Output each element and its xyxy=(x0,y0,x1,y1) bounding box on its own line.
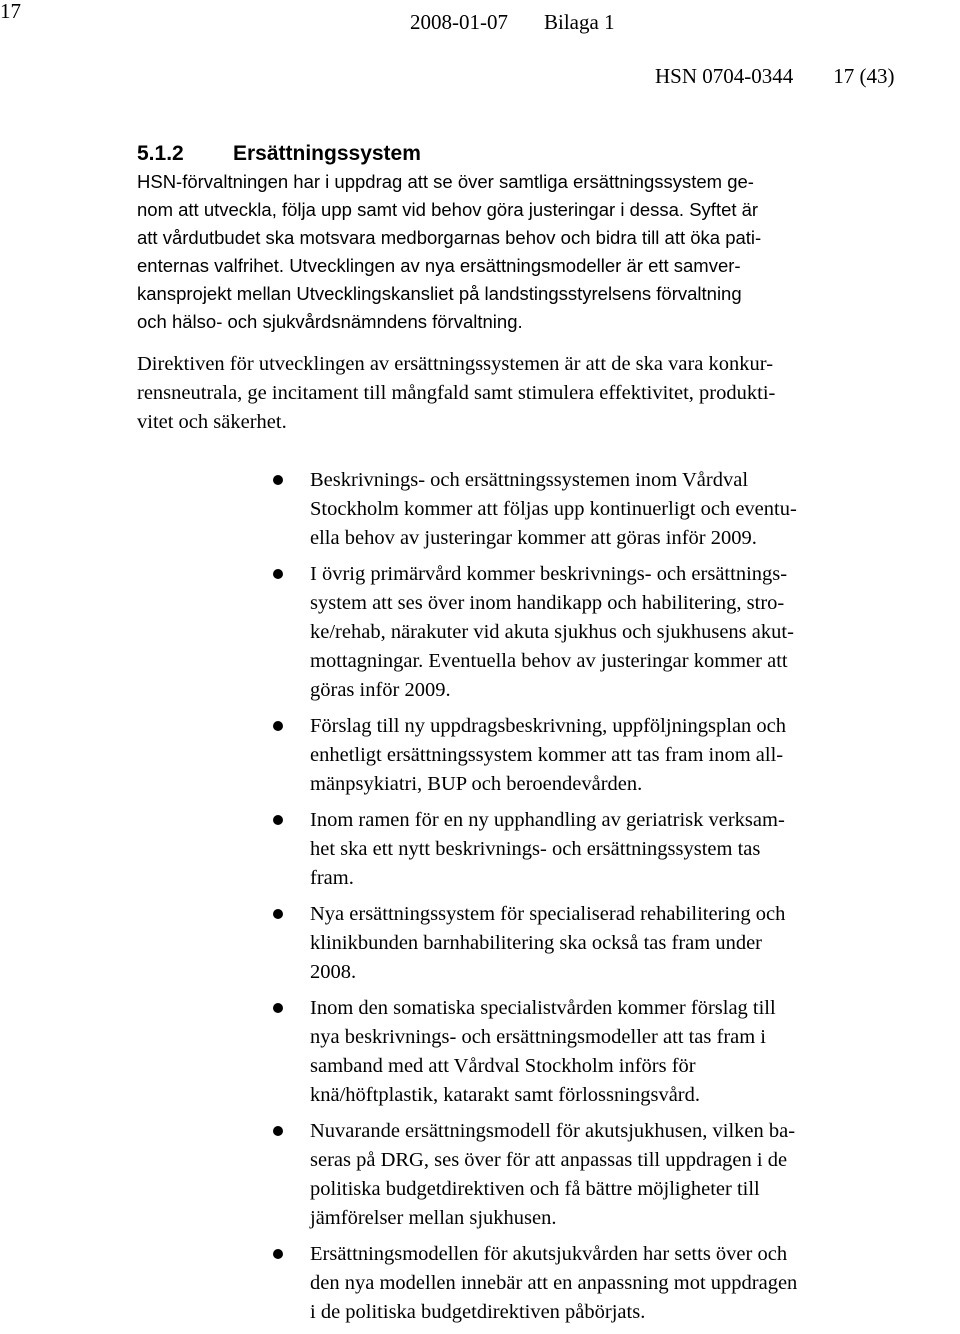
bullet-line: system att ses över inom handikapp och habilitering, stro- xyxy=(310,592,785,614)
page-count: 17 (43) xyxy=(833,64,895,88)
paragraph-line: att vårdutbudet ska motsvara medborgarnas behov och bidra till att öka pati- xyxy=(137,227,762,248)
bullet-line: nya beskrivnings- och ersättningsmodeller att tas fram i xyxy=(310,1026,767,1048)
bullet-line: Inom ramen för en ny upphandling av geriatrisk verksam- xyxy=(310,809,785,831)
paragraph-line: enternas valfrihet. Utvecklingen av nya ersättningsmodeller är ett samver- xyxy=(137,255,741,276)
bullet-icon xyxy=(273,815,283,825)
list-item xyxy=(0,712,857,799)
bullet-line: mottagningar. Eventuella behov av justeringar kommer att xyxy=(310,650,788,672)
paragraph-line: kansprojekt mellan Utvecklingskansliet på landstingsstyrelsens förvaltning xyxy=(137,283,742,304)
intro-paragraph xyxy=(137,168,857,336)
paragraph-line: och hälso- och sjukvårdsnämndens förvaltning. xyxy=(137,311,523,332)
bullet-line: enhetligt ersättningssystem kommer att tas fram inom all- xyxy=(310,744,784,766)
bullet-icon xyxy=(273,1126,283,1136)
bullet-icon xyxy=(273,909,283,919)
header-line-1 xyxy=(410,10,615,34)
bullet-line: Nuvarande ersättningsmodell för akutsjukhusen, vilken ba- xyxy=(310,1120,796,1142)
section-heading xyxy=(137,140,857,168)
paragraph-line: vitet och säkerhet. xyxy=(137,411,287,433)
list-item xyxy=(0,900,857,987)
appendix-label: Bilaga 1 xyxy=(544,10,615,34)
bullet-line: 2008. xyxy=(310,961,357,983)
bullet-line: mänpsykiatri, BUP och beroendevården. xyxy=(310,773,643,795)
bullet-line: Inom den somatiska specialistvården kommer förslag till xyxy=(310,997,776,1019)
reference-number: HSN 0704-0344 xyxy=(655,64,794,88)
bullet-line: klinikbunden barnhabilitering ska också tas fram under xyxy=(310,932,763,954)
document-date: 2008-01-07 xyxy=(410,10,508,34)
bullet-line: het ska ett nytt beskrivnings- och ersättningssystem tas xyxy=(310,838,761,860)
list-item xyxy=(0,1117,857,1233)
bullet-icon xyxy=(273,721,283,731)
bullet-line: Beskrivnings- och ersättningssystemen inom Vårdval xyxy=(310,469,749,491)
section-title: Ersättningssystem xyxy=(233,142,421,165)
header-line-2 xyxy=(655,64,895,88)
bullet-line: politiska budgetdirektiven och få bättre möjligheter till xyxy=(310,1178,760,1200)
list-item xyxy=(0,806,857,893)
bullet-line: i de politiska budgetdirektiven påbörjats. xyxy=(310,1301,646,1323)
bullet-line: ke/rehab, närakuter vid akuta sjukhus och sjukhusens akut- xyxy=(310,621,794,643)
bullet-icon xyxy=(273,475,283,485)
paragraph-line: nom att utveckla, följa upp samt vid behov göra justeringar i dessa. Syftet är xyxy=(137,199,759,220)
bullet-line: fram. xyxy=(310,867,354,889)
document-body xyxy=(137,140,857,1334)
list-item xyxy=(0,994,857,1110)
bullet-icon xyxy=(273,1249,283,1259)
list-item xyxy=(0,466,857,553)
paragraph-line: Direktiven för utvecklingen av ersättningssystemen är att de ska vara konkur- xyxy=(137,353,774,375)
bullet-line: samband med att Vårdval Stockholm införs för xyxy=(310,1055,696,1077)
page-number-corner: 17 xyxy=(0,0,21,23)
list-item xyxy=(0,560,857,705)
bullet-line: Förslag till ny uppdragsbeskrivning, uppföljningsplan och xyxy=(310,715,787,737)
bullet-list xyxy=(137,466,857,1327)
bullet-line: göras inför 2009. xyxy=(310,679,451,701)
section-number: 5.1.2 xyxy=(137,142,184,165)
paragraph-line: rensneutrala, ge incitament till mångfald samt stimulera effektivitet, produkti- xyxy=(137,382,776,404)
paragraph-line: HSN-förvaltningen har i uppdrag att se över samtliga ersättningssystem ge- xyxy=(137,171,754,192)
bullet-line: I övrig primärvård kommer beskrivnings- och ersättnings- xyxy=(310,563,788,585)
bullet-line: den nya modellen innebär att en anpassning mot uppdragen xyxy=(310,1272,798,1294)
bullet-line: knä/höftplastik, katarakt samt förlossningsvård. xyxy=(310,1084,700,1106)
list-item xyxy=(0,1240,857,1327)
bullet-line: ella behov av justeringar kommer att göras inför 2009. xyxy=(310,527,757,549)
directive-paragraph xyxy=(137,350,857,437)
bullet-line: Stockholm kommer att följas upp kontinuerligt och eventu- xyxy=(310,498,797,520)
bullet-line: Ersättningsmodellen för akutsjukvården har setts över och xyxy=(310,1243,788,1265)
bullet-icon xyxy=(273,1003,283,1013)
bullet-icon xyxy=(273,569,283,579)
bullet-line: jämförelser mellan sjukhusen. xyxy=(310,1207,557,1229)
bullet-line: seras på DRG, ses över för att anpassas till uppdragen i de xyxy=(310,1149,788,1171)
bullet-line: Nya ersättningssystem för specialiserad rehabilitering och xyxy=(310,903,786,925)
